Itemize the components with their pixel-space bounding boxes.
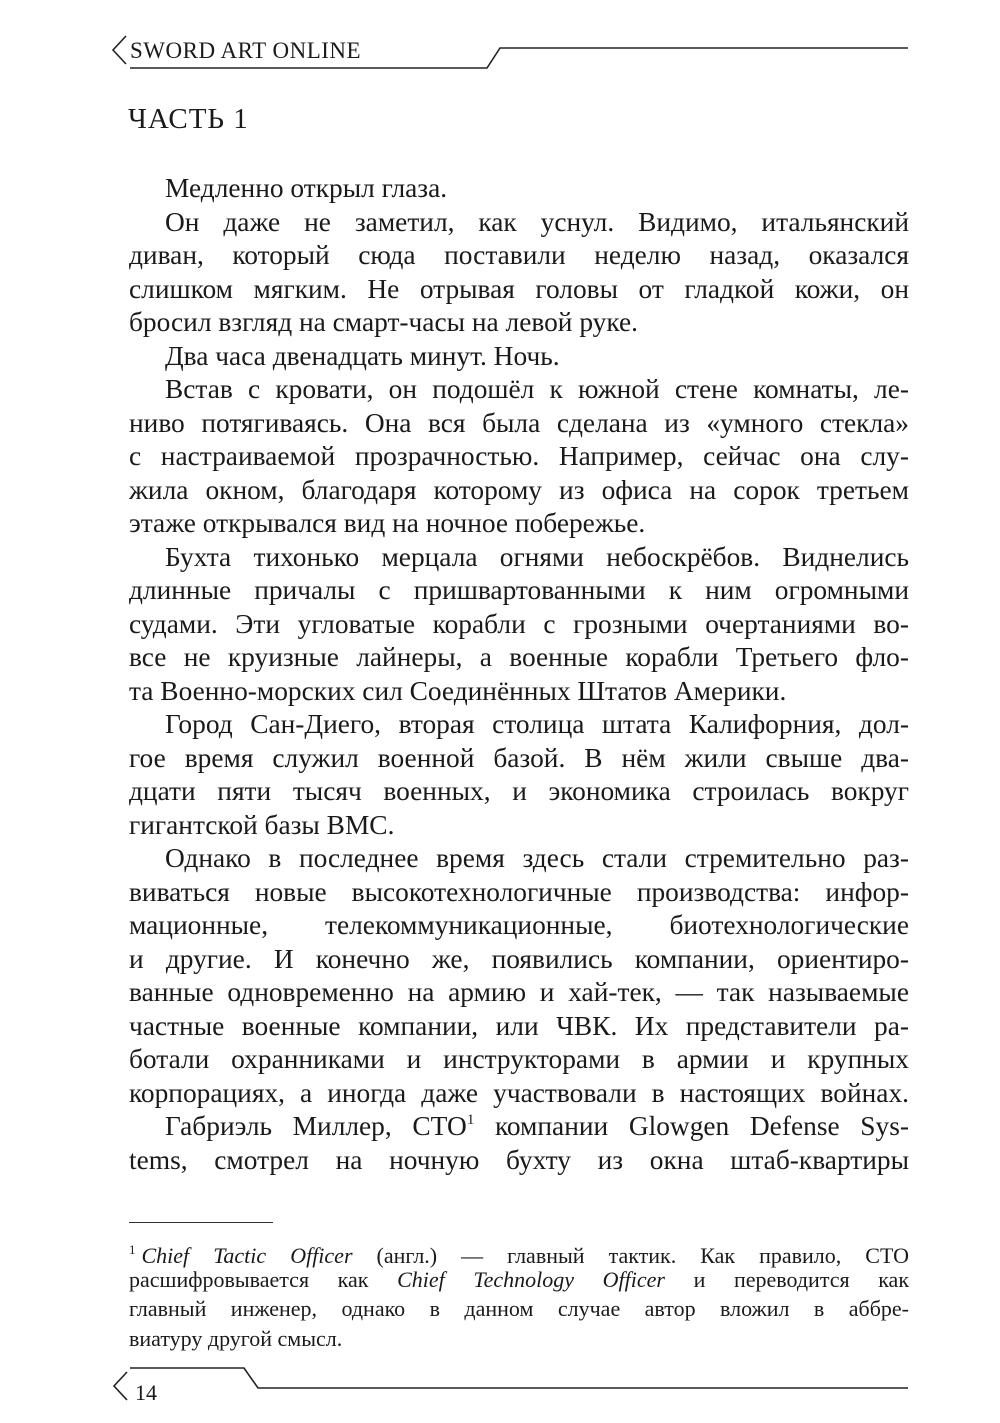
- text-line: и другие. И конечно же, появились компании, ориентиро-: [129, 943, 909, 974]
- footnote-line: виатуру другой смысл.: [129, 1325, 343, 1351]
- text-fragment: компании Glowgen Defense Sys-: [494, 1111, 909, 1141]
- text-line: гое время служил военной базой. В нём жили свыше два-: [129, 742, 909, 773]
- text-line: Два часа двенадцать минут. Ночь.: [165, 340, 560, 371]
- footnote-line: [129, 1265, 909, 1295]
- body-text: [129, 172, 909, 1177]
- text-line: [129, 1110, 909, 1144]
- text-line: та Военно-морских сил Соединённых Штатов Америки.: [129, 675, 787, 706]
- text-fragment: Габриэль Миллер, СТО: [165, 1111, 467, 1141]
- text-line: бросил взгляд на смарт-часы на левой руке.: [129, 307, 638, 337]
- text-line: Однако в последнее время здесь стали стремительно раз-: [165, 843, 909, 873]
- text-line: мационные, телекоммуникационные, биотехнологические: [129, 910, 909, 940]
- footnote-text: расшифровывается как: [129, 1266, 369, 1292]
- text-line: Он даже не заметил, как уснул. Видимо, итальянский: [165, 206, 909, 237]
- text-line: с настраиваемой прозрачностью. Например, сейчас она слу-: [129, 441, 909, 471]
- text-line: ванные одновременно на армию и хай-тек, — так называемые: [129, 977, 909, 1007]
- footnote-term: Chief Technology Officer: [397, 1266, 665, 1292]
- text-line: судами. Эти угловатые корабли с грозными очертаниями во-: [129, 608, 909, 639]
- footnote-line: [129, 1235, 910, 1268]
- text-line: дцати пяти тысяч военных, и экономика строилась вокруг: [129, 776, 909, 806]
- text-line: ниво потягиваясь. Она вся была сделана из «умного стекла»: [129, 407, 909, 438]
- footnote-divider: [129, 1222, 273, 1223]
- text-line: все не круизные лайнеры, а военные корабли Третьего фло-: [129, 642, 909, 672]
- text-line: частные военные компании, или ЧВК. Их представители ра-: [129, 1010, 909, 1041]
- text-line: tems, смотрел на ночную бухту из окна штаб-квартиры: [129, 1144, 909, 1175]
- footnote-marker: 1: [129, 1242, 136, 1257]
- text-line: диван, который сюда поставили неделю назад, оказался: [129, 240, 909, 270]
- book-title: SWORD ART ONLINE: [130, 38, 362, 63]
- text-line: Бухта тихонько мерцала огнями небоскрёбов. Виднелись: [165, 541, 909, 572]
- chapter-heading: ЧАСТЬ 1: [128, 103, 249, 135]
- text-line: корпорациях, а иногда даже участвовали в настоящих войнах.: [129, 1077, 909, 1108]
- footnote-text: и переводится как: [693, 1266, 910, 1292]
- text-line: виваться новые высокотехнологичные производства: инфор-: [129, 876, 909, 907]
- footnote-text: (англ.) — главный тактик. Как правило, СТО: [376, 1243, 910, 1268]
- text-line: Встав с кровати, он подошёл к южной стене комнаты, ле-: [165, 374, 909, 404]
- text-line: длинные причалы с пришвартованными к ним огромными: [129, 575, 909, 605]
- text-line: слишком мягким. Не отрывая головы от гладкой кожи, он: [129, 273, 909, 304]
- footnote-reference[interactable]: 1: [466, 1112, 475, 1128]
- text-line: Город Сан-Диего, вторая столица штата Калифорния, дол-: [165, 709, 909, 739]
- text-line: гигантской базы ВМС.: [129, 809, 395, 840]
- text-line: этаже открывался вид на ночное побережье.: [129, 508, 646, 538]
- text-line: ботали охранниками и инструкторами в армии и крупных: [129, 1044, 909, 1074]
- footnote: [129, 1235, 909, 1353]
- running-header: [0, 0, 1000, 90]
- text-line: Медленно открыл глаза.: [165, 173, 448, 203]
- footnote-term: Chief Tactic Officer: [141, 1243, 353, 1268]
- text-line: жила окном, благодаря которому из офиса на сорок третьем: [129, 474, 909, 505]
- page-number: 14: [135, 1380, 157, 1405]
- page-footer: [0, 1360, 1000, 1410]
- footnote-line: главный инженер, однако в данном случае автор вложил в аббре-: [129, 1296, 909, 1321]
